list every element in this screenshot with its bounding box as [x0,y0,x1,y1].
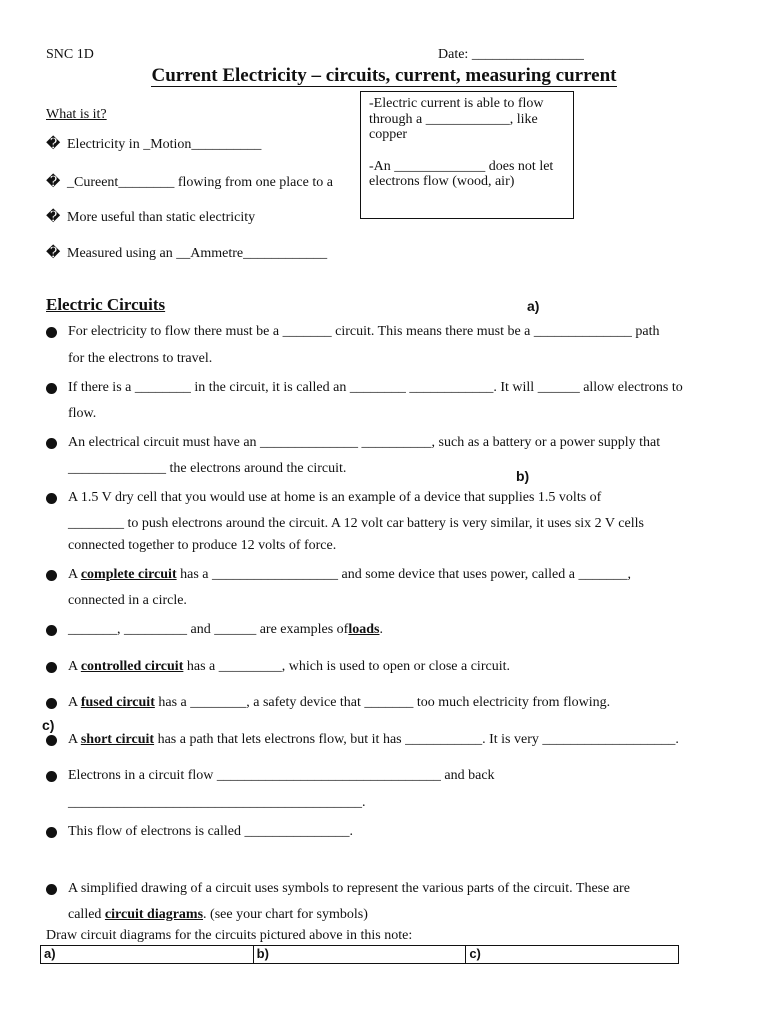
diagram-table [40,945,679,964]
bullet-glyph-icon: � [46,175,61,190]
info-box [360,91,574,219]
term-fused-circuit: fused circuit [80,695,155,710]
marker-b: b) [516,468,530,484]
bullet-dot-icon [46,662,57,673]
bullet-dot-icon [46,570,57,581]
marker-a: a) [527,298,540,314]
bullet-dot-icon [46,827,57,838]
what-is-it-item [46,245,327,262]
text-line: For electricity to flow there must be a _______ circuit. This means there must be a ______________ path [68,324,660,339]
bullet-dot-icon [46,327,57,338]
text-line [68,622,383,638]
bullet-dot-icon [46,383,57,394]
text-run: has a path that lets electrons flow, but it has ___________. It is very ___________________. [154,732,679,747]
text-line: This flow of electrons is called _______________. [68,824,354,839]
what-is-it-item [46,136,261,153]
text-line: for the electrons to travel. [68,351,213,366]
diagram-table-caption: Draw circuit diagrams for the circuits pictured above in this note: [46,928,413,943]
text-line: An electrical circuit must have an ______________ __________, such as a battery or a power supply that [68,435,661,450]
term-short-circuit: short circuit [80,732,155,747]
text-run: called [68,907,105,922]
bullet-dot-icon [46,884,57,895]
text-line [68,732,679,748]
text-line [68,659,510,675]
text-run: has a __________________ and some device that uses power, called a _______, [176,567,631,582]
text-line: A 1.5 V dry cell that you would use at home is an example of a device that supplies 1.5 volts of [68,490,602,505]
marker-c: c) [42,717,55,733]
text-line: Electrons in a circuit flow ________________________________ and back [68,768,495,783]
text-line: ______________ the electrons around the circuit. [68,461,347,476]
bullet-dot-icon [46,698,57,709]
term-complete-circuit: complete circuit [80,567,177,582]
diagram-cell-a[interactable]: a) [41,946,254,964]
term-loads: loads [348,622,380,637]
text-run: has a ________, a safety device that _______ too much electricity from flowing. [154,695,611,710]
text-line: __________________________________________. [68,795,366,810]
what-is-it-item [46,174,333,191]
text-run: . (see your chart for symbols) [203,907,368,922]
bullet-dot-icon [46,625,57,636]
term-controlled-circuit: controlled circuit [80,659,184,674]
text-run: A [68,567,81,582]
text-line [68,695,610,711]
bullet-glyph-icon: � [46,246,61,261]
text-line: If there is a ________ in the circuit, it is called an ________ ____________. It will ______ allow electrons to [68,380,683,395]
date-field: Date: ________________ [438,47,584,62]
diagram-cell-c[interactable]: c) [466,946,679,964]
table-row [41,946,679,964]
bullet-glyph-icon: � [46,210,61,225]
bullet-dot-icon [46,438,57,449]
text-run: A [68,659,81,674]
info-box-line: -Electric current is able to flow through a ____________, like copper [369,96,544,142]
text-line [68,567,631,583]
what-is-it-item-text: _Cureent________ flowing from one place to a [67,175,333,190]
text-run: . [379,622,383,637]
what-is-it-heading: What is it? [46,107,107,122]
page-title-text: Current Electricity – circuits, current, measuring current [151,65,617,86]
bullet-dot-icon [46,735,57,746]
bullet-dot-icon [46,771,57,782]
what-is-it-item-text: Electricity in _Motion__________ [67,137,262,152]
text-line: connected in a circle. [68,593,187,608]
diagram-cell-b[interactable]: b) [253,946,466,964]
what-is-it-item-text: More useful than static electricity [67,210,256,225]
term-circuit-diagrams: circuit diagrams [104,907,204,922]
what-is-it-item-text: Measured using an __Ammetre____________ [67,246,328,261]
text-line [68,907,368,923]
text-line: connected together to produce 12 volts of force. [68,538,337,553]
text-line: flow. [68,406,97,421]
text-run: has a _________, which is used to open or close a circuit. [183,659,510,674]
bullet-dot-icon [46,493,57,504]
bullet-glyph-icon: � [46,137,61,152]
text-line: A simplified drawing of a circuit uses symbols to represent the various parts of the circuit. These are [68,881,630,896]
info-box-line: -An _____________ does not let electrons flow (wood, air) [369,158,554,189]
course-code: SNC 1D [46,47,94,62]
page-title [0,65,768,87]
text-line: ________ to push electrons around the circuit. A 12 volt car battery is very similar, it uses six 2 V cells [68,516,644,531]
text-run: _______, _________ and ______ are examples of [68,622,349,637]
what-is-it-item [46,209,255,226]
text-run: A [68,732,81,747]
text-run: A [68,695,81,710]
section-heading: Electric Circuits [46,295,166,314]
